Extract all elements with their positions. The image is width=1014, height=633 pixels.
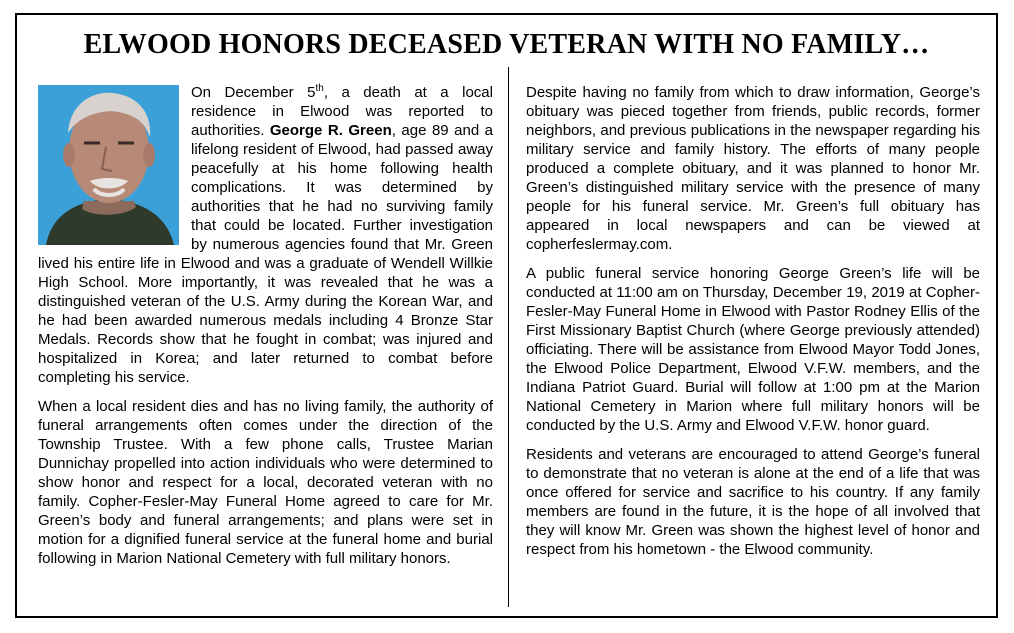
date-suffix: th <box>315 83 324 94</box>
paragraph-text: , a death at a local residence in Elwood was reported to authorities. <box>191 84 493 139</box>
article-frame <box>15 13 998 618</box>
left-column <box>38 83 493 578</box>
portrait-photo <box>38 85 179 245</box>
deceased-name: George R. Green <box>269 122 392 139</box>
portrait-illustration <box>38 85 179 245</box>
paragraph-5: Residents and veterans are encouraged to attend George’s funeral to demonstrate that no veteran is alone at the end of a life that was once offered for service and sacrifice to his country. If any family members are found in the future, it is the hope of all involved that they will know Mr. Green was shown the highest level of honor and respect from his hometown - the Elwood community. <box>526 446 980 558</box>
paragraph-3: Despite having no family from which to draw information, George’s obituary was pieced together from friends, public records, former neighbors, and previous publications in the newspaper regarding his military service and family history. The efforts of many people produced a complete obituary, and it was planned to honor Mr. Green’s distinguished military service with the presence of many people for his funeral service. Mr. Green’s full obituary has appeared in local newspapers and can be viewed at copherfeslermay.com. <box>526 84 980 253</box>
headline: ELWOOD HONORS DECEASED VETERAN WITH NO FAMILY… <box>83 29 930 60</box>
date-text: On December 5 <box>191 84 316 101</box>
right-column <box>526 83 980 569</box>
paragraph-text: , age 89 and a lifelong resident of Elwood, had passed away peacefully at his home following health complications. It was determined by authorities that he had no surviving family that could be located. Further investigation by numerous agencies found that Mr. Green lived his entire life in Elwood and was a graduate of Wendell Willkie High School. More importantly, it was revealed that he was a distinguished veteran of the U.S. Army during the Korean War, and he had been awarded numerous medals including 4 Bronze Star Medals. Records show that he fought in combat; was injured and hospitalized in Korea; and later returned to combat before completing his service. <box>38 122 493 386</box>
column-divider <box>508 67 509 607</box>
paragraph-2: When a local resident dies and has no living family, the authority of funeral arrangements often comes under the direction of the Township Trustee. With a few phone calls, Trustee Marian Dunnichay propelled into action individuals who were determined to show honor and respect for a local, decorated veteran with no family. Copher-Fesler-May Funeral Home agreed to care for Mr. Green’s body and funeral arrangements; and plans were set in motion for a dignified funeral service at the funeral home and burial following in Marion National Cemetery with full military honors. <box>38 398 493 567</box>
paragraph-4: A public funeral service honoring George Green’s life will be conducted at 11:00 am on Thursday, December 19, 2019 at Copher-Fesler-May Funeral Home in Elwood with Pastor Rodney Ellis of the First Missionary Baptist Church (where George previously attended) officiating. There will be assistance from Elwood Mayor Todd Jones, the Elwood Police Department, Elwood V.F.W. members, and the Indiana Patriot Guard. Burial will follow at 1:00 pm at the Marion National Cemetery in Marion where full military honors will be conducted by the U.S. Army and Elwood V.F.W. honor guard. <box>526 265 980 434</box>
